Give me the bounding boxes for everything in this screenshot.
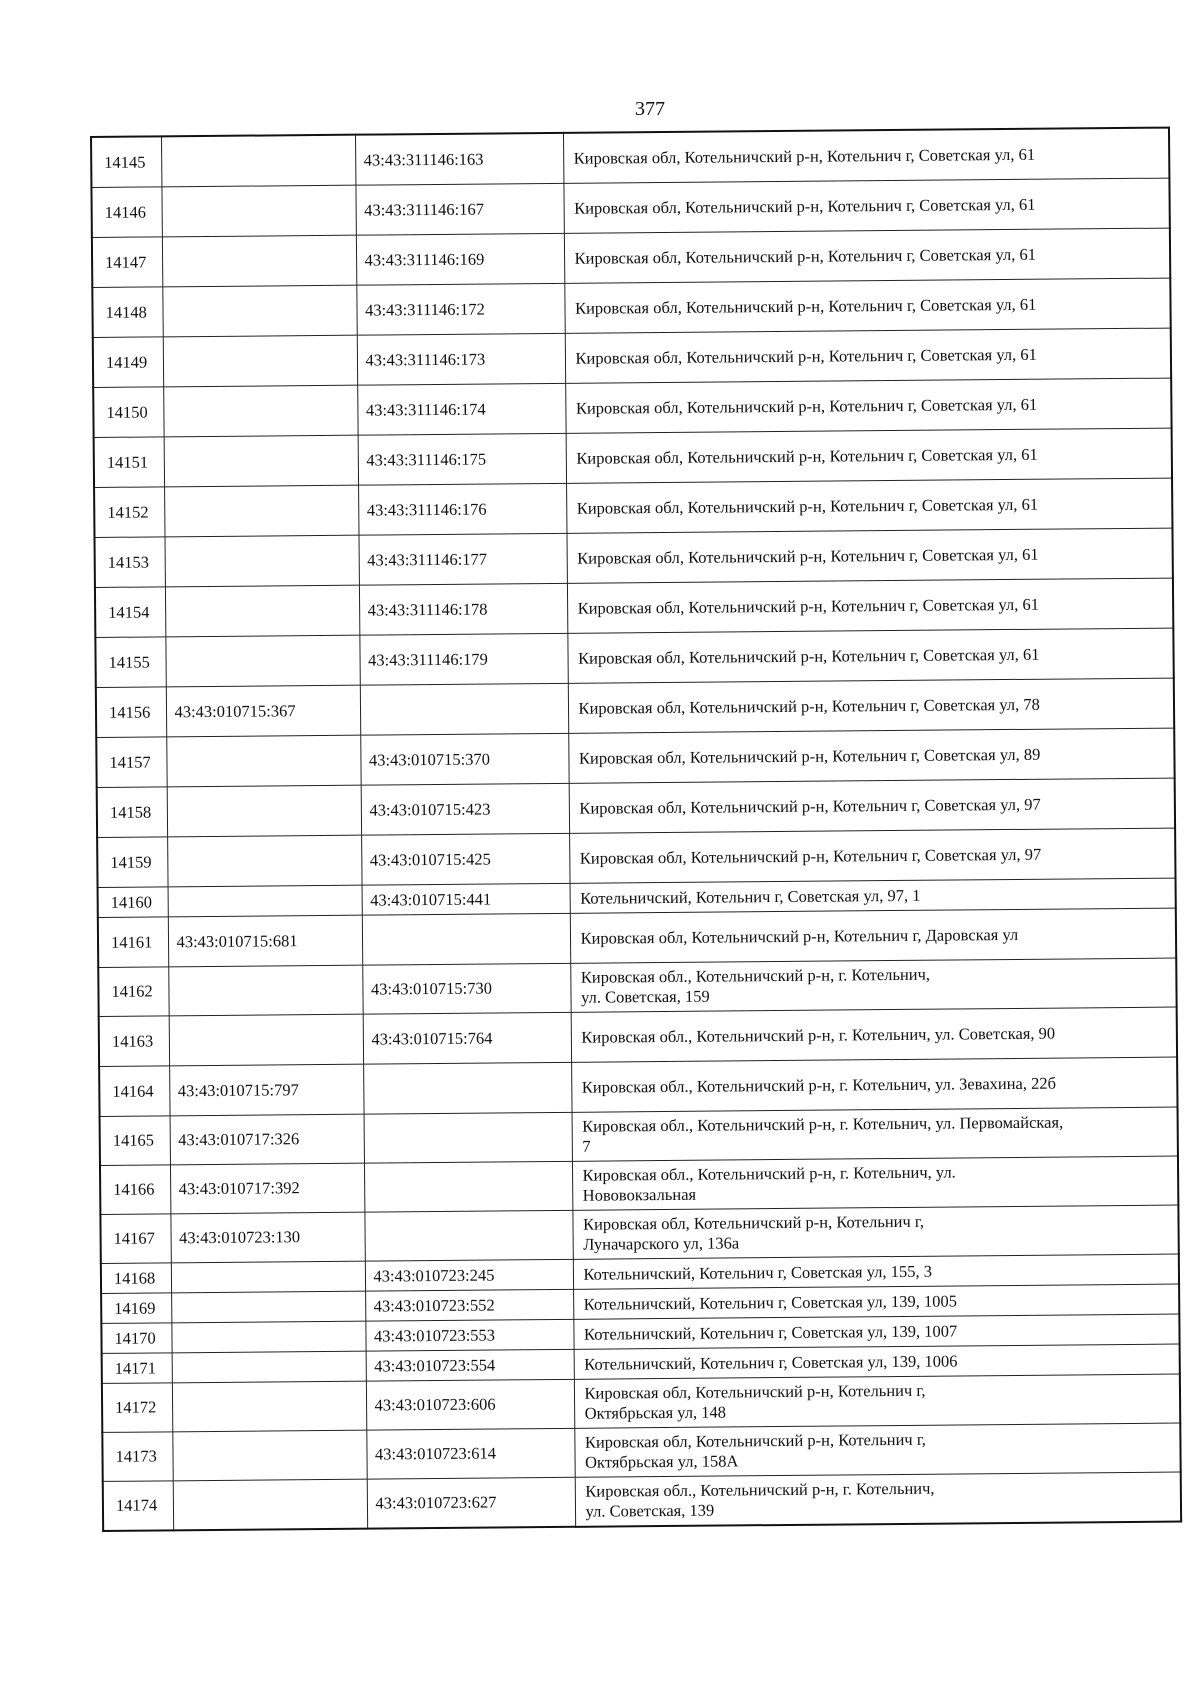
cadastral-number-b-cell: 43:43:311146:163 bbox=[355, 133, 563, 185]
address-cell: Кировская обл, Котельничский р-н, Котельнич г, Советская ул, 61 bbox=[567, 628, 1173, 683]
cadastral-number-a-cell bbox=[171, 1291, 365, 1323]
cadastral-number-a-cell: 43:43:010717:392 bbox=[170, 1163, 364, 1214]
cadastral-number-a-cell bbox=[166, 735, 360, 787]
row-number-cell: 14155 bbox=[95, 637, 165, 688]
row-number-cell: 14160 bbox=[98, 887, 168, 918]
cadastral-number-b-cell: 43:43:010715:423 bbox=[361, 783, 569, 835]
cadastral-number-b-cell: 43:43:311146:175 bbox=[358, 433, 566, 485]
row-number-cell: 14150 bbox=[93, 387, 163, 438]
cadastral-number-a-cell bbox=[167, 785, 361, 837]
address-cell: Кировская обл, Котельничский р-н, Котельнич г, Советская ул, 61 bbox=[567, 578, 1173, 633]
cadastral-number-a-cell: 43:43:010715:797 bbox=[169, 1064, 363, 1116]
cadastral-number-a-cell: 43:43:010715:681 bbox=[168, 915, 362, 967]
cadastral-number-a-cell bbox=[172, 1351, 366, 1383]
address-cell: Котельничский, Котельнич г, Советская ул, 155, 3 bbox=[573, 1254, 1179, 1289]
address-cell: Кировская обл., Котельничский р-н, г. Котельнич, ул. Зевахина, 22б bbox=[571, 1057, 1177, 1112]
cadastral-number-b-cell: 43:43:010723:554 bbox=[366, 1349, 574, 1381]
cadastral-number-b-cell: 43:43:010715:441 bbox=[362, 883, 570, 915]
row-number-cell: 14163 bbox=[99, 1016, 169, 1067]
row-number-cell: 14172 bbox=[102, 1383, 172, 1433]
cadastral-number-a-cell bbox=[165, 585, 359, 637]
cadastral-number-b-cell: 43:43:311146:172 bbox=[356, 283, 564, 335]
row-number-cell: 14152 bbox=[94, 487, 164, 538]
row-number-cell: 14170 bbox=[101, 1323, 171, 1354]
cadastral-number-b-cell: 43:43:010715:730 bbox=[362, 963, 570, 1014]
table-body bbox=[91, 128, 1181, 1531]
cadastral-number-a-cell bbox=[167, 835, 361, 887]
cadastral-number-b-cell: 43:43:010723:245 bbox=[365, 1259, 573, 1291]
cadastral-number-a-cell bbox=[164, 485, 358, 537]
page-number: 377 bbox=[635, 98, 665, 120]
cadastral-number-a-cell bbox=[173, 1479, 367, 1530]
address-cell: Кировская обл., Котельничский р-н, г. Котельнич, ул. Советская, 139 bbox=[575, 1472, 1181, 1527]
cadastral-number-b-cell: 43:43:010723:553 bbox=[365, 1319, 573, 1351]
address-cell: Кировская обл, Котельничский р-н, Котельнич г, Советская ул, 61 bbox=[563, 128, 1169, 184]
address-cell: Котельничский, Котельнич г, Советская ул, 139, 1005 bbox=[573, 1284, 1179, 1319]
row-number-cell: 14165 bbox=[100, 1116, 170, 1166]
row-number-cell: 14153 bbox=[95, 537, 165, 588]
row-number-cell: 14174 bbox=[103, 1481, 173, 1531]
table-container bbox=[90, 127, 1180, 1532]
cadastral-number-b-cell: 43:43:010715:370 bbox=[360, 733, 568, 785]
cadastral-number-a-cell: 43:43:010723:130 bbox=[170, 1212, 364, 1263]
cadastral-number-b-cell bbox=[364, 1112, 572, 1163]
row-number-cell: 14167 bbox=[100, 1214, 170, 1264]
row-number-cell: 14147 bbox=[92, 237, 162, 288]
cadastral-number-b-cell: 43:43:010715:764 bbox=[363, 1012, 571, 1064]
cadastral-number-b-cell: 43:43:311146:169 bbox=[356, 233, 564, 285]
cadastral-number-a-cell bbox=[171, 1321, 365, 1353]
row-number-cell: 14157 bbox=[96, 737, 166, 788]
cadastral-number-b-cell bbox=[364, 1161, 572, 1212]
address-cell: Кировская обл, Котельничский р-н, Котельнич г, Советская ул, 89 bbox=[568, 728, 1174, 783]
address-cell: Кировская обл, Котельничский р-н, Котельнич г, Советская ул, 97 bbox=[569, 828, 1175, 883]
address-cell: Кировская обл, Котельничский р-н, Котельнич г, Луначарского ул, 136а bbox=[572, 1205, 1178, 1259]
address-cell: Кировская обл., Котельничский р-н, г. Котельнич, ул. Первомайская, 7 bbox=[572, 1107, 1178, 1161]
cadastral-number-a-cell bbox=[162, 285, 356, 337]
cadastral-number-b-cell: 43:43:311146:176 bbox=[358, 483, 566, 535]
cadastral-number-a-cell: 43:43:010717:326 bbox=[170, 1114, 364, 1165]
cadastral-number-a-cell bbox=[161, 185, 355, 237]
cadastral-number-b-cell bbox=[364, 1210, 572, 1261]
address-cell: Кировская обл, Котельничский р-н, Котельнич г, Октябрьская ул, 158А bbox=[574, 1423, 1180, 1477]
cadastral-number-b-cell: 43:43:010723:606 bbox=[366, 1379, 574, 1430]
cadastral-number-b-cell: 43:43:311146:179 bbox=[359, 633, 567, 685]
address-cell: Кировская обл, Котельничский р-н, Котельнич г, Советская ул, 78 bbox=[568, 678, 1174, 733]
row-number-cell: 14148 bbox=[92, 287, 162, 338]
row-number-cell: 14169 bbox=[101, 1293, 171, 1324]
address-cell: Котельничский, Котельнич г, Советская ул, 139, 1007 bbox=[573, 1314, 1179, 1349]
address-cell: Кировская обл, Котельничский р-н, Котельнич г, Советская ул, 61 bbox=[564, 278, 1170, 333]
address-cell: Кировская обл, Котельничский р-н, Котельнич г, Советская ул, 61 bbox=[566, 428, 1172, 483]
cadastral-number-a-cell bbox=[164, 435, 358, 487]
address-cell: Кировская обл., Котельничский р-н, г. Котельнич, ул. Советская, 90 bbox=[571, 1007, 1177, 1062]
address-cell: Кировская обл., Котельничский р-н, г. Котельнич, ул. Нововокзальная bbox=[572, 1156, 1178, 1210]
address-cell: Кировская обл, Котельничский р-н, Котельнич г, Советская ул, 61 bbox=[564, 228, 1170, 283]
row-number-cell: 14166 bbox=[100, 1165, 170, 1215]
cadastral-number-b-cell bbox=[362, 913, 570, 965]
row-number-cell: 14154 bbox=[95, 587, 165, 638]
cadastral-number-a-cell bbox=[165, 535, 359, 587]
address-cell: Кировская обл, Котельничский р-н, Котельнич г, Даровская ул bbox=[570, 908, 1176, 963]
address-cell: Кировская обл, Котельничский р-н, Котельнич г, Советская ул, 61 bbox=[566, 478, 1172, 533]
row-number-cell: 14146 bbox=[91, 187, 161, 238]
row-number-cell: 14158 bbox=[97, 787, 167, 838]
cadastral-number-a-cell bbox=[172, 1381, 366, 1432]
row-number-cell: 14171 bbox=[102, 1353, 172, 1384]
row-number-cell: 14145 bbox=[91, 136, 161, 187]
cadastral-number-b-cell: 43:43:311146:178 bbox=[359, 583, 567, 635]
address-cell: Кировская обл, Котельничский р-н, Котельнич г, Советская ул, 61 bbox=[565, 378, 1171, 433]
cadastral-number-a-cell bbox=[172, 1430, 366, 1481]
cadastral-number-a-cell bbox=[163, 335, 357, 387]
cadastral-number-b-cell: 43:43:010723:614 bbox=[366, 1428, 574, 1479]
row-number-cell: 14162 bbox=[98, 967, 168, 1017]
cadastral-number-b-cell: 43:43:311146:174 bbox=[357, 383, 565, 435]
row-number-cell: 14149 bbox=[93, 337, 163, 388]
table-row bbox=[103, 1472, 1181, 1531]
row-number-cell: 14156 bbox=[96, 687, 166, 738]
cadastral-number-a-cell: 43:43:010715:367 bbox=[166, 685, 360, 737]
row-number-cell: 14161 bbox=[98, 917, 168, 968]
cadastral-number-a-cell bbox=[161, 135, 355, 187]
address-cell: Кировская обл, Котельничский р-н, Котельнич г, Советская ул, 61 bbox=[563, 178, 1169, 233]
address-cell: Кировская обл, Котельничский р-н, Котельнич г, Советская ул, 61 bbox=[565, 328, 1171, 383]
cadastral-number-a-cell bbox=[171, 1261, 365, 1293]
address-cell: Кировская обл, Котельничский р-н, Котельнич г, Советская ул, 97 bbox=[569, 778, 1175, 833]
cadastral-number-a-cell bbox=[168, 965, 362, 1016]
address-cell: Кировская обл., Котельничский р-н, г. Котельнич, ул. Советская, 159 bbox=[570, 958, 1176, 1012]
row-number-cell: 14173 bbox=[102, 1432, 172, 1482]
cadastral-number-a-cell bbox=[163, 385, 357, 437]
cadastral-number-b-cell: 43:43:010715:425 bbox=[361, 833, 569, 885]
row-number-cell: 14168 bbox=[101, 1263, 171, 1294]
cadastral-number-a-cell bbox=[162, 235, 356, 287]
row-number-cell: 14164 bbox=[99, 1066, 169, 1117]
address-cell: Кировская обл, Котельничский р-н, Котельнич г, Советская ул, 61 bbox=[566, 528, 1172, 583]
row-number-cell: 14159 bbox=[97, 837, 167, 888]
address-cell: Кировская обл, Котельничский р-н, Котельнич г, Октябрьская ул, 148 bbox=[574, 1374, 1180, 1428]
cadastral-number-b-cell: 43:43:311146:177 bbox=[358, 533, 566, 585]
address-cell: Котельничский, Котельнич г, Советская ул, 139, 1006 bbox=[574, 1344, 1180, 1379]
cadastral-number-a-cell bbox=[165, 635, 359, 687]
cadastral-number-b-cell: 43:43:311146:167 bbox=[355, 183, 563, 235]
cadastral-number-b-cell: 43:43:311146:173 bbox=[357, 333, 565, 385]
cadastral-number-a-cell bbox=[168, 885, 362, 917]
row-number-cell: 14151 bbox=[94, 437, 164, 488]
cadastral-number-b-cell: 43:43:010723:627 bbox=[367, 1477, 575, 1528]
address-cell: Котельничский, Котельнич г, Советская ул, 97, 1 bbox=[570, 878, 1176, 913]
cadastral-number-b-cell: 43:43:010723:552 bbox=[365, 1289, 573, 1321]
cadastral-number-b-cell bbox=[363, 1062, 571, 1114]
cadastral-table bbox=[90, 127, 1182, 1532]
cadastral-number-a-cell bbox=[169, 1014, 363, 1066]
cadastral-number-b-cell bbox=[360, 683, 568, 735]
